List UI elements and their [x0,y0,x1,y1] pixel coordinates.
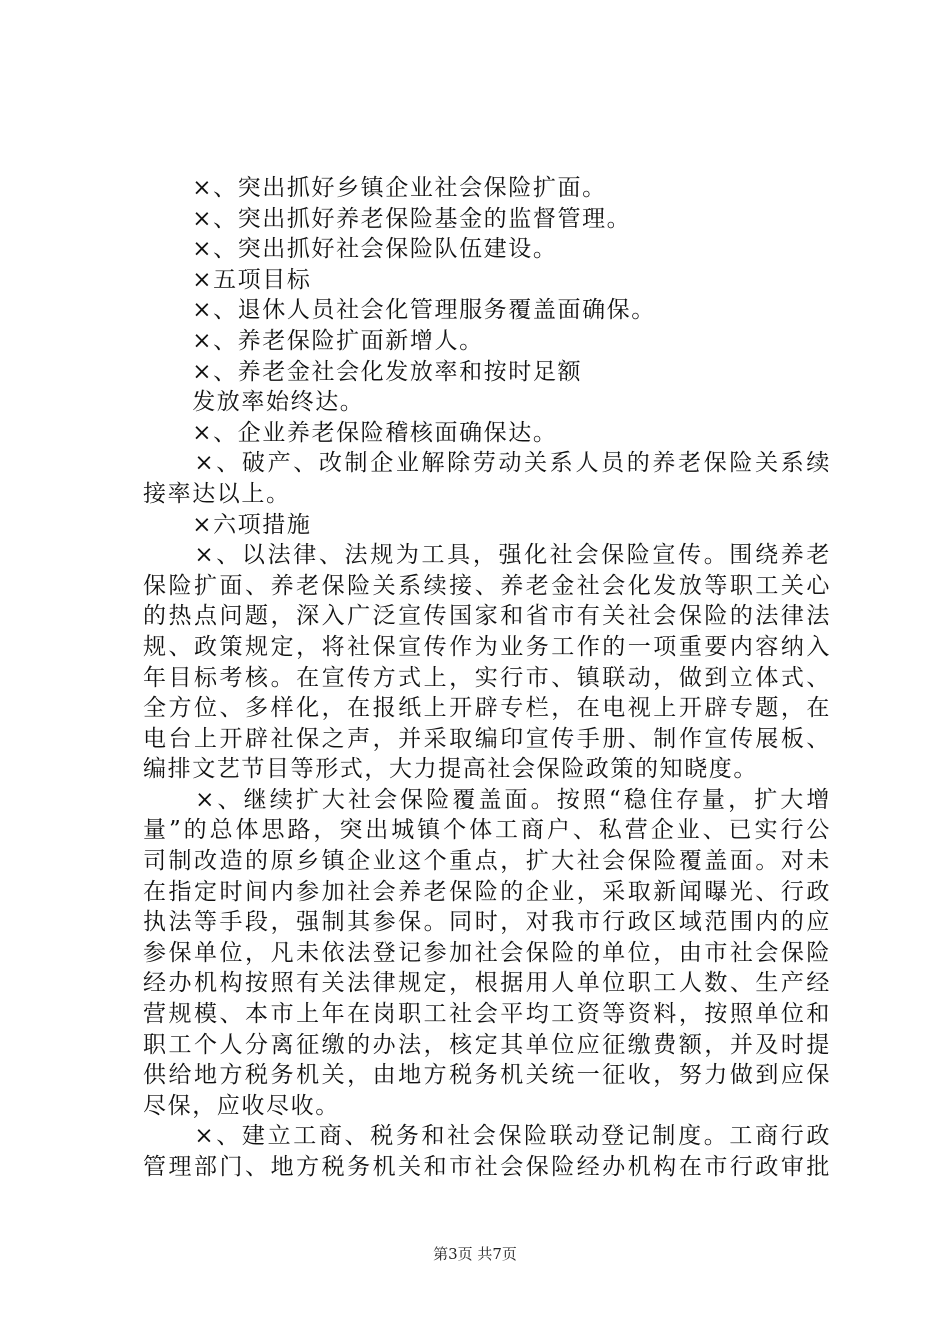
text-line: 编排文艺节目等形式，大力提高社会保险政策的知晓度。 [143,756,758,783]
text-line: 尽保，应收尽收。 [143,1092,340,1119]
text-line: ×、继续扩大社会保险覆盖面。按照“稳住存量，扩大增 [143,786,831,813]
text-line: 接率达以上。 [143,480,291,507]
text-line: ×、以法律、法规为工具，强化社会保险宣传。围绕养老 [143,542,831,569]
text-line: 管理部门、地方税务机关和市社会保险经办机构在市行政审批 [143,1154,831,1180]
page-footer: 第3页 共7页 [433,1245,517,1263]
text-line: 电台上开辟社保之声，并采取编印宣传手册、制作宣传展板、 [143,725,831,752]
text-line: 保险扩面、养老保险关系续接、养老金社会化发放等职工关心 [143,572,831,599]
text-line: 供给地方税务机关，由地方税务机关统一征收，努力做到应保 [143,1062,831,1089]
text-line: ×、破产、改制企业解除劳动关系人员的养老保险关系续 [143,450,831,477]
text-line: ×、企业养老保险稽核面确保达。 [143,419,558,446]
text-line: 规、政策规定，将社保宣传作为业务工作的一项重要内容纳入 [143,633,831,660]
text-line: ×六项措施 [143,511,312,538]
text-line: 经办机构按照有关法律规定，根据用人单位职工人数、生产经 [143,970,831,997]
text-line: 年目标考核。在宣传方式上，实行市、镇联动，做到立体式、 [143,664,831,691]
text-line: ×、突出抓好社会保险队伍建设。 [143,236,558,263]
text-line: 量”的总体思路，突出城镇个体工商户、私营企业、已实行公 [143,817,831,844]
text-line: ×、建立工商、税务和社会保险联动登记制度。工商行政 [143,1123,831,1150]
text-line: ×、突出抓好养老保险基金的监督管理。 [143,205,632,232]
text-line: ×、养老保险扩面新增人。 [143,327,484,354]
text-line: 发放率始终达。 [143,389,365,416]
text-line: 营规模、本市上年在岗职工社会平均工资等资料，按照单位和 [143,1001,831,1028]
text-line: 司制改造的原乡镇企业这个重点，扩大社会保险覆盖面。对未 [143,848,831,875]
document-body [143,173,831,1183]
text-line: 的热点问题，深入广泛宣传国家和省市有关社会保险的法律法 [143,603,831,630]
text-line: 在指定时间内参加社会养老保险的企业，采取新闻曝光、行政 [143,878,831,905]
text-line: ×五项目标 [143,266,312,293]
text-line: ×、退休人员社会化管理服务覆盖面确保。 [143,297,656,324]
text-line: 执法等手段，强制其参保。同时，对我市行政区域范围内的应 [143,909,831,936]
text-line: ×、突出抓好乡镇企业社会保险扩面。 [143,175,607,201]
text-line: 全方位、多样化，在报纸上开辟专栏，在电视上开辟专题，在 [143,695,831,722]
text-line: 参保单位，凡未依法登记参加社会保险的单位，由市社会保险 [143,939,831,966]
text-line: ×、养老金社会化发放率和按时足额 [143,358,583,385]
text-line: 职工个人分离征缴的办法，核定其单位应征缴费额，并及时提 [143,1031,831,1058]
